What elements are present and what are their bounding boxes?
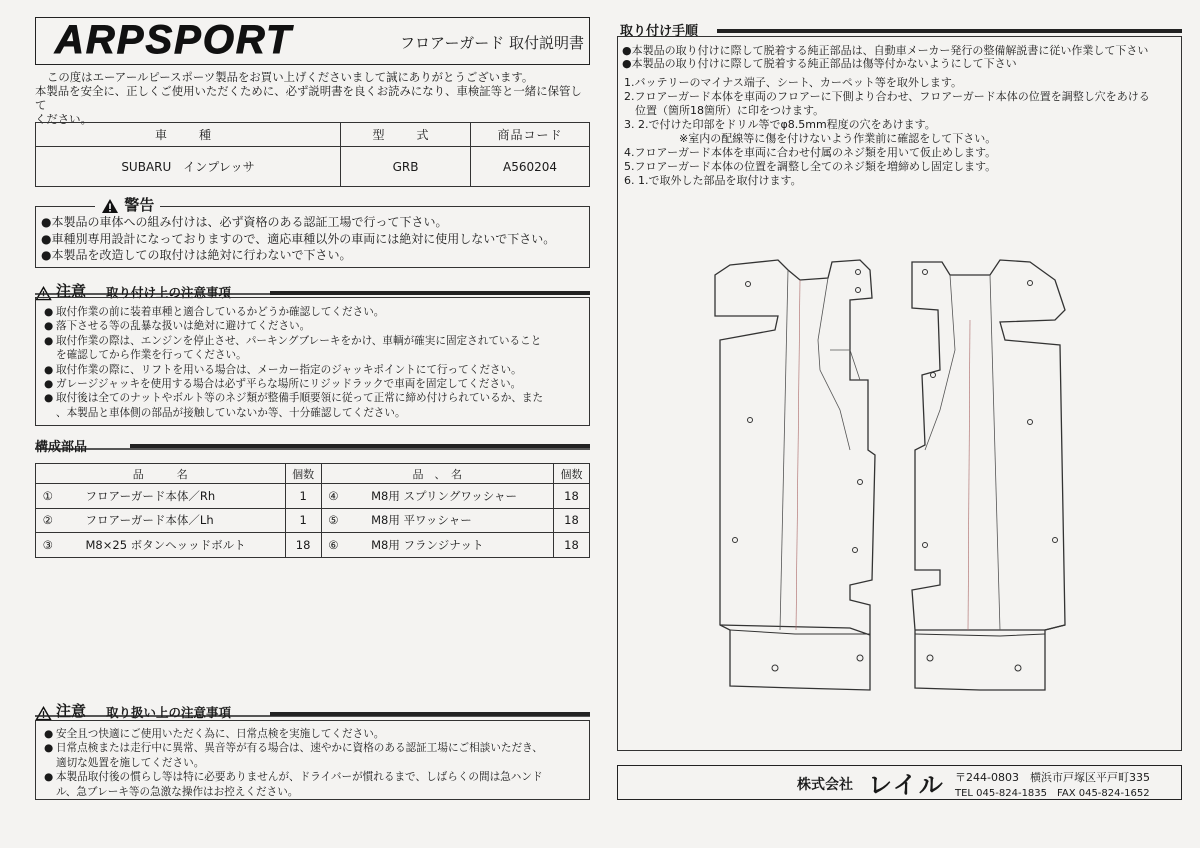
procedure-step: 1.バッテリーのマイナス端子、シート、カーペット等を取外します。 <box>624 76 962 90</box>
parts-table <box>35 463 590 558</box>
procedure-text <box>622 44 1182 188</box>
parts-header-name: 品 名 <box>36 464 286 484</box>
header-product-code: 商品コード <box>471 123 590 147</box>
procedure-step: 5.フロアーガード本体の位置を調整し全てのネジ類を増締めし固定します。 <box>624 160 997 174</box>
floor-guard-lh-outline <box>912 260 1065 690</box>
intro-line: ください。 <box>35 112 92 126</box>
company-contact: TEL 045-824-1835 FAX 045-824-1652 <box>955 788 1150 799</box>
warning-item: ●本製品を改造しての取付けは絶対に行わないで下さい。 <box>41 248 352 262</box>
part-number: ② <box>36 508 60 533</box>
part-name: フロアーガード本体／Rh <box>60 484 286 509</box>
intro-line: この度はエーアールピースポーツ製品をお買い上げくださいまして誠にありがとうございます。 <box>47 70 534 84</box>
part-number: ⑤ <box>321 508 345 533</box>
caution-item: 取付作業の前に装着車種と適合しているかどうか確認してください。 <box>56 306 385 318</box>
part-name: M8用 平ワッシャー <box>345 508 553 533</box>
caution-item: 適切な処置を施してください。 <box>56 756 205 769</box>
caution-item: 、本製品と車体側の部品が接触していないか等、十分確認してください。 <box>56 406 406 419</box>
part-qty: 18 <box>554 533 590 558</box>
install-caution-box: ● 取付作業の前に装着車種と適合しているかどうか確認してください。 ● 落下させる等の乱暴な扱いは絶対に避けてください。 ● 取付作業の際は、エンジンを停止させ、パーキングブレーキをかけ、車輌が確実に固定されていること を確認してから作業を行ってください。 ● 取付作業の際に、リフトを用いる場合は、メーカー指定のジャッキポイントにて行ってください。 ● ガレージジャッキを使用する場合は必ず平らな場所にリジッドラックで車両を固定してください。 ● 取付後は全てのナットやボルト等のネジ類が整備手順要領に従って正常に締め付けられているか、また 、本製品と車体側の部品が接触していないか等、十分確認してください。 <box>35 297 590 426</box>
procedure-step: 3. 2.で付けた印部をドリル等でφ8.5mm程度の穴をあけます。 <box>624 118 936 132</box>
company-address: 〒244-0803 横浜市戸塚区平戸町335 <box>955 771 1150 784</box>
warning-title: 警告 <box>124 196 155 214</box>
cell-vehicle: SUBARU インプレッサ <box>36 147 341 187</box>
part-number: ① <box>36 484 60 509</box>
caution-item: 取付作業の際に、リフトを用いる場合は、メーカー指定のジャッキポイントにて行ってください。 <box>56 363 522 376</box>
warning-item: ●車種別専用設計になっておりますので、適応車種以外の車両には絶対に使用しないで下さい。 <box>41 231 556 246</box>
install-caution-title: 注意 <box>56 282 87 300</box>
warning-triangle-icon <box>101 198 119 214</box>
table-row <box>36 533 590 558</box>
caution-item: 日常点検または走行中に異常、異音等が有る場合は、速やかに資格のある認証工場にご相談いただき、 <box>56 742 543 755</box>
handling-caution-subtitle: 取り扱い上の注意事項 <box>106 705 232 720</box>
table-row <box>36 484 590 509</box>
parts-header-qty: 個数 <box>554 464 590 484</box>
procedure-note: ●本製品の取り付けに際して脱着する純正部品は、自動車メーカー発行の整備解説書に従い作業して下さい <box>622 44 1149 57</box>
caution-item: 取付後は全てのナットやボルト等のネジ類が整備手順要領に従って正常に締め付けられているか、また <box>56 392 544 405</box>
parts-header-name: 品 、 名 <box>321 464 553 484</box>
brand-logo: ARPSPORT <box>55 18 293 62</box>
caution-item: 本製品取付後の慣らし等は特に必要ありませんが、ドライバーが慣れるまで、しばらくの間は急ハンド <box>56 771 543 784</box>
warning-item: ●本製品の車体への組み付けは、必ず資格のある認証工場で行って下さい。 <box>41 215 448 229</box>
part-qty: 1 <box>285 484 321 509</box>
cell-product-code: A560204 <box>471 147 590 187</box>
install-caution-subtitle: 取り付け上の注意事項 <box>106 285 232 300</box>
header-model: 型 式 <box>341 123 471 147</box>
intro-line: 本製品を安全に、正しくご使用いただくために、必ず説明書を良くお読みになり、車検証等と一緒に保管して <box>35 84 582 112</box>
caution-item: 安全且つ快適にご使用いただく為に、日常点検を実施してください。 <box>56 728 385 740</box>
warning-box <box>35 206 590 268</box>
part-qty: 18 <box>554 508 590 533</box>
company-label: 株式会社 <box>797 777 853 793</box>
part-number: ③ <box>36 533 60 558</box>
warning-heading <box>95 194 160 215</box>
procedure-title: 取り付け手順 <box>620 24 699 39</box>
part-qty: 18 <box>285 533 321 558</box>
procedure-step: 6. 1.で取外した部品を取付けます。 <box>624 174 802 188</box>
intro-text <box>35 70 590 126</box>
part-name: フロアーガード本体／Lh <box>60 508 286 533</box>
procedure-step: 4.フロアーガード本体を車両に合わせ付属のネジ類を用いて仮止めします。 <box>624 146 997 160</box>
part-number: ④ <box>321 484 345 509</box>
document-title: フロアーガード 取付説明書 <box>400 34 585 52</box>
section-bar <box>35 442 590 452</box>
procedure-note: ●本製品の取り付けに際して脱着する純正部品は傷等付かないようにして下さい <box>622 57 1017 71</box>
part-qty: 1 <box>285 508 321 533</box>
caution-item: を確認してから作業を行ってください。 <box>56 349 247 362</box>
company-name: レイル <box>868 771 945 799</box>
bolt-holes <box>733 270 1058 672</box>
vehicle-table <box>35 122 590 187</box>
part-qty: 18 <box>554 484 590 509</box>
parts-header-qty: 個数 <box>285 464 321 484</box>
procedure-step: ※室内の配線等に傷を付けないよう作業前に確認をして下さい。 <box>624 132 997 146</box>
part-number: ⑥ <box>321 533 345 558</box>
floor-guard-diagram <box>700 250 1090 700</box>
header-vehicle: 車 種 <box>36 123 341 147</box>
caution-item: 取付作業の際は、エンジンを停止させ、パーキングブレーキをかけ、車輌が確実に固定されていること <box>56 334 542 347</box>
caution-item: ガレージジャッキを使用する場合は必ず平らな場所にリジッドラックで車両を固定してください。 <box>56 378 522 391</box>
part-name: M8用 スプリングワッシャー <box>345 484 553 509</box>
handling-caution-title: 注意 <box>56 702 87 720</box>
procedure-step: 位置（箇所18箇所）に印をつけます。 <box>624 104 825 118</box>
section-bar <box>35 288 590 296</box>
procedure-step: 2.フロアーガード本体を車両のフロアーに下側より合わせ、フロアーガード本体の位置を調整し穴をあける <box>624 90 1150 104</box>
cell-model: GRB <box>341 147 471 187</box>
parts-title: 構成部品 <box>35 440 88 455</box>
handling-caution-box: ● 安全且つ快適にご使用いただく為に、日常点検を実施してください。 ● 日常点検または走行中に異常、異音等が有る場合は、速やかに資格のある認証工場にご相談いただき、 適切な処置を施してください。 ● 本製品取付後の慣らし等は特に必要ありませんが、ドライバーが慣れるまで、しばらくの間は急ハンド ル、急ブレーキ等の急激な操作はお控えください。 <box>35 720 590 800</box>
caution-item: ル、急ブレーキ等の急激な操作はお控えください。 <box>56 785 299 798</box>
section-bar <box>35 708 590 718</box>
caution-item: 落下させる等の乱暴な扱いは絶対に避けてください。 <box>56 320 311 333</box>
table-row <box>36 508 590 533</box>
part-name: M8用 フランジナット <box>345 533 553 558</box>
part-name: M8×25 ボタンヘッッドボルト <box>60 533 286 558</box>
